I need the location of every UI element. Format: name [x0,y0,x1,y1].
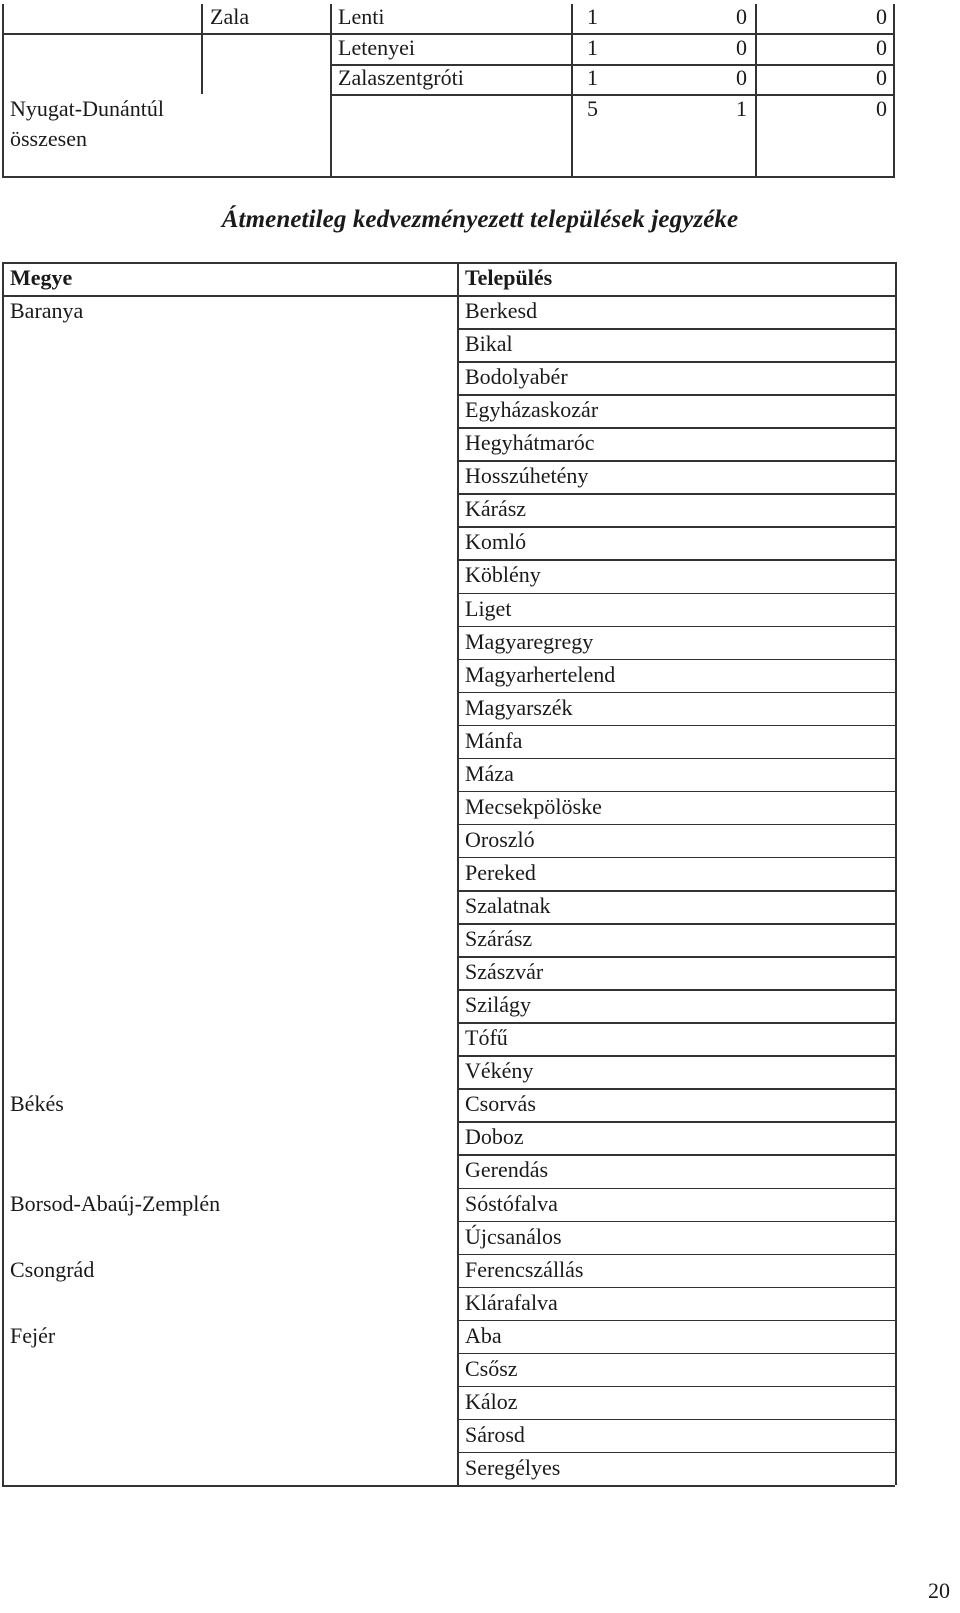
table-rule [201,4,203,94]
table-rule [457,659,895,661]
table-rule [457,1055,895,1057]
settlement-cell: Magyarhertelend [465,661,616,687]
summary-value: 5 [587,96,598,121]
settlement-cell: Bikal [465,331,513,357]
settlement-cell: Berkesd [465,298,538,324]
table-rule [330,64,895,66]
summary-label: Nyugat-Dunántúl [10,96,164,121]
settlement-cell: Szalatnak [465,893,551,919]
table-rule [457,626,895,628]
value-cell: 0 [876,35,887,60]
table-rule [457,1022,895,1024]
settlement-cell: Vékény [465,1058,534,1084]
settlement-cell: Csősz [465,1355,518,1381]
table-rule [457,1254,895,1256]
settlement-cell: Sárosd [465,1421,525,1447]
table-rule [893,4,895,176]
column-header-settlement: Település [465,265,553,290]
settlement-cell: Kárász [465,496,527,522]
table-rule [457,923,895,925]
settlement-cell: Újcsanálos [465,1223,562,1249]
settlement-cell: Tófű [465,1025,508,1051]
table-rule [457,1353,895,1355]
summary-value: 1 [736,96,747,121]
value-cell: 0 [876,4,887,29]
table-rule [457,1419,895,1421]
settlement-cell: Zalaszentgróti [338,65,464,90]
table-rule [457,295,895,297]
table-rule [457,394,895,396]
value-cell: 0 [736,35,747,60]
settlement-cell: Szilágy [465,992,531,1018]
table-rule [457,328,895,330]
table-rule [457,427,895,429]
table-rule [457,493,895,495]
settlement-cell: Szárász [465,926,533,952]
value-cell: 0 [736,65,747,90]
table-rule [457,989,895,991]
settlement-cell: Gerendás [465,1157,549,1183]
county-cell: Fejér [10,1322,56,1348]
settlement-cell: Komló [465,529,527,555]
table-rule [457,1386,895,1388]
settlement-cell: Csorvás [465,1091,536,1117]
section-title: Átmenetileg kedvezményezett települések jegyzéke [221,206,739,233]
table-rule [2,1485,895,1487]
county-cell: Csongrád [10,1256,95,1282]
value-cell: 1 [587,65,598,90]
settlement-cell: Szászvár [465,959,544,985]
table-rule [2,33,895,35]
table-rule [457,1088,895,1090]
table-rule [571,4,573,176]
table-rule [2,4,4,176]
settlement-cell: Doboz [465,1124,524,1150]
table-rule [457,1221,895,1223]
settlement-cell: Magyarszék [465,694,573,720]
settlement-cell: Mecsekpölöske [465,793,602,819]
column-header-county: Megye [10,265,73,290]
table-rule [457,262,459,1485]
value-cell: 0 [876,65,887,90]
settlement-cell: Káloz [465,1388,518,1414]
settlement-cell: Letenyei [338,35,415,60]
settlement-cell: Egyházaskozár [465,397,599,423]
table-rule [2,295,457,297]
value-cell: 1 [587,35,598,60]
settlement-cell: Aba [465,1322,502,1348]
table-rule [457,526,895,528]
table-rule [457,824,895,826]
settlement-cell: Liget [465,595,512,621]
table-rule [457,593,895,595]
table-rule [457,1188,895,1190]
table-rule [2,262,4,1485]
table-rule [457,1452,895,1454]
county-cell: Borsod-Abaúj-Zemplén [10,1190,221,1216]
settlement-cell: Mánfa [465,727,523,753]
settlement-cell: Magyaregregy [465,628,594,654]
table-rule [457,692,895,694]
table-rule [457,890,895,892]
table-rule [2,176,895,178]
table-rule [2,262,895,264]
settlement-cell: Bodolyabér [465,364,568,390]
settlement-cell: Oroszló [465,826,535,852]
settlement-cell: Lenti [338,4,385,29]
settlement-cell: Ferencszállás [465,1256,584,1282]
table-rule [457,791,895,793]
summary-value: 0 [876,96,887,121]
table-rule [755,4,757,176]
table-rule [457,956,895,958]
table-rule [330,4,332,176]
page-number: 20 [928,1578,950,1603]
settlement-cell: Hegyhátmaróc [465,430,595,456]
settlement-cell: Pereked [465,859,536,885]
settlement-cell: Köblény [465,562,541,588]
settlement-cell: Máza [465,760,514,786]
value-cell: 0 [736,4,747,29]
value-cell: 1 [587,4,598,29]
summary-label: összesen [10,126,87,151]
table-rule [330,94,895,96]
table-rule [457,1320,895,1322]
table-rule [457,1154,895,1156]
table-rule [457,1287,895,1289]
table-rule [457,460,895,462]
table-rule [895,262,897,1485]
county-cell: Baranya [10,298,84,324]
settlement-cell: Klárafalva [465,1289,558,1315]
table-rule [457,1121,895,1123]
table-rule [457,857,895,859]
table-rule [457,758,895,760]
county-cell: Békés [10,1091,64,1117]
settlement-cell: Seregélyes [465,1454,561,1480]
settlement-cell: Hosszúhetény [465,463,589,489]
table-rule [457,361,895,363]
settlement-cell: Sóstófalva [465,1190,558,1216]
county-cell: Zala [210,4,250,29]
table-rule [457,725,895,727]
table-rule [457,559,895,561]
